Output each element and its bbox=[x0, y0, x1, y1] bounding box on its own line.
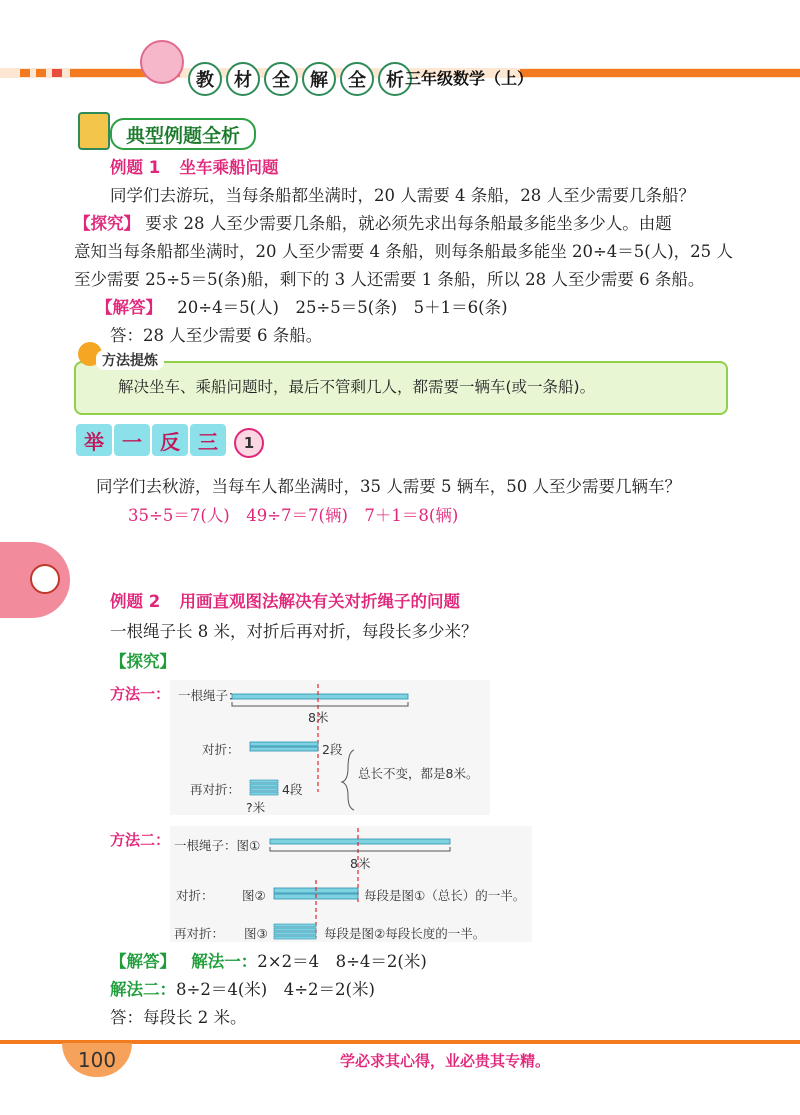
ex1-answer-label: 【解答】 bbox=[96, 298, 162, 317]
m1-rope: 一根绳子： bbox=[178, 688, 241, 703]
practice-answer: 35÷5＝7(人) 49÷7＝7(辆) 7＋1＝8(辆) bbox=[128, 506, 459, 525]
ex2-answer-label: 【解答】 bbox=[110, 952, 176, 971]
ex2-reply: 答：每段长 2 米。 bbox=[110, 1008, 247, 1027]
header-char: 解 bbox=[302, 62, 336, 96]
practice-banner bbox=[76, 424, 228, 456]
ex2-explore-label: 【探究】 bbox=[110, 652, 176, 671]
header-title bbox=[188, 62, 412, 96]
ex1-question: 同学们去游玩，当每条船都坐满时，20 人需要 4 条船，28 人至少需要几条船？ bbox=[110, 186, 695, 205]
m2-refold: 再对折： bbox=[174, 926, 225, 941]
m2-fig2: 图② bbox=[242, 888, 266, 903]
ex1-explore-label: 【探究】 bbox=[74, 214, 140, 233]
m1-question-mark: ?米 bbox=[246, 800, 266, 815]
practice-char: 一 bbox=[114, 424, 150, 456]
ex1-explore-line: 意知当每条船都坐满时，20 人至少需要 4 条船，则每条船最多能坐 20÷4＝5(人)，25 人 bbox=[74, 242, 733, 261]
cat-icon bbox=[30, 564, 60, 594]
ex1-answer: 20÷4＝5(人) 25÷5＝5(条) 5＋1＝6(条) bbox=[177, 298, 508, 317]
book-icon bbox=[78, 112, 110, 150]
header-subtitle: 三年级数学（上） bbox=[405, 69, 534, 88]
ex1-explore-line: 至少需要 25÷5＝5(条)船，剩下的 3 人还需要 1 条船，所以 28 人至少需要 6 条船。 bbox=[74, 270, 705, 289]
header-char: 教 bbox=[188, 62, 222, 96]
m2-label: 方法二： bbox=[110, 831, 171, 849]
practice-char: 三 bbox=[190, 424, 226, 456]
ex2-question: 一根绳子长 8 米，对折后再对折，每段长多少米？ bbox=[110, 622, 478, 641]
ex1-explore-line: 要求 28 人至少需要几条船，就必须先求出每条船最多能坐多少人。由题 bbox=[145, 214, 672, 233]
m1-refold: 再对折： bbox=[190, 782, 241, 797]
mascot-icon bbox=[140, 40, 184, 84]
m2-fig2-note: 每段是图①（总长）的一半。 bbox=[364, 888, 526, 903]
practice-number: 1 bbox=[243, 434, 255, 452]
ex2-title: 用画直观图法解决有关对折绳子的问题 bbox=[179, 592, 460, 611]
m1-note: 总长不变，都是8米。 bbox=[358, 766, 479, 781]
m1-fold-segs: 2段 bbox=[322, 742, 343, 757]
footer-motto: 学必求其心得，业必贵其专精。 bbox=[340, 1052, 551, 1070]
method-tag: 方法提炼 bbox=[96, 350, 164, 370]
practice-char: 反 bbox=[152, 424, 188, 456]
m1-fold: 对折： bbox=[202, 742, 240, 757]
method-text: 解决坐车、乘船问题时，最后不管剩几人，都需要一辆车(或一条船)。 bbox=[118, 378, 596, 396]
m2-fig3: 图③ bbox=[244, 926, 268, 941]
practice-question: 同学们去秋游，当每车人都坐满时，35 人需要 5 辆车，50 人至少需要几辆车？ bbox=[96, 477, 681, 496]
header-char: 材 bbox=[226, 62, 260, 96]
header-char: 析 bbox=[378, 62, 412, 96]
ex1-title: 坐车乘船问题 bbox=[179, 158, 279, 177]
m2-fig3-note: 每段是图②每段长度的一半。 bbox=[324, 926, 486, 941]
m1-refold-segs: 4段 bbox=[282, 782, 303, 797]
m2-fold: 对折： bbox=[176, 888, 214, 903]
section-title: 典型例题全析 bbox=[110, 118, 256, 150]
page-number: 100 bbox=[62, 1043, 132, 1077]
practice-char: 举 bbox=[76, 424, 112, 456]
sol1: 2×2＝4 8÷4＝2(米) bbox=[257, 952, 427, 971]
ex1-reply: 答：28 人至少需要 6 条船。 bbox=[110, 326, 323, 345]
m2-length: 8米 bbox=[350, 856, 371, 871]
sol2-label: 解法二： bbox=[110, 980, 176, 999]
header-char: 全 bbox=[340, 62, 374, 96]
practice-number-badge bbox=[234, 428, 264, 458]
m1-label: 方法一： bbox=[110, 685, 171, 703]
side-tab bbox=[0, 542, 70, 618]
ex2-label: 例题 2 bbox=[110, 592, 161, 611]
m2-rope: 一根绳子：图① bbox=[174, 838, 261, 853]
sol2: 8÷2＝4(米) 4÷2＝2(米) bbox=[176, 980, 375, 999]
ex1-label: 例题 1 bbox=[110, 158, 161, 177]
sol1-label: 解法一： bbox=[191, 952, 258, 971]
m1-length: 8米 bbox=[308, 710, 329, 725]
header-char: 全 bbox=[264, 62, 298, 96]
